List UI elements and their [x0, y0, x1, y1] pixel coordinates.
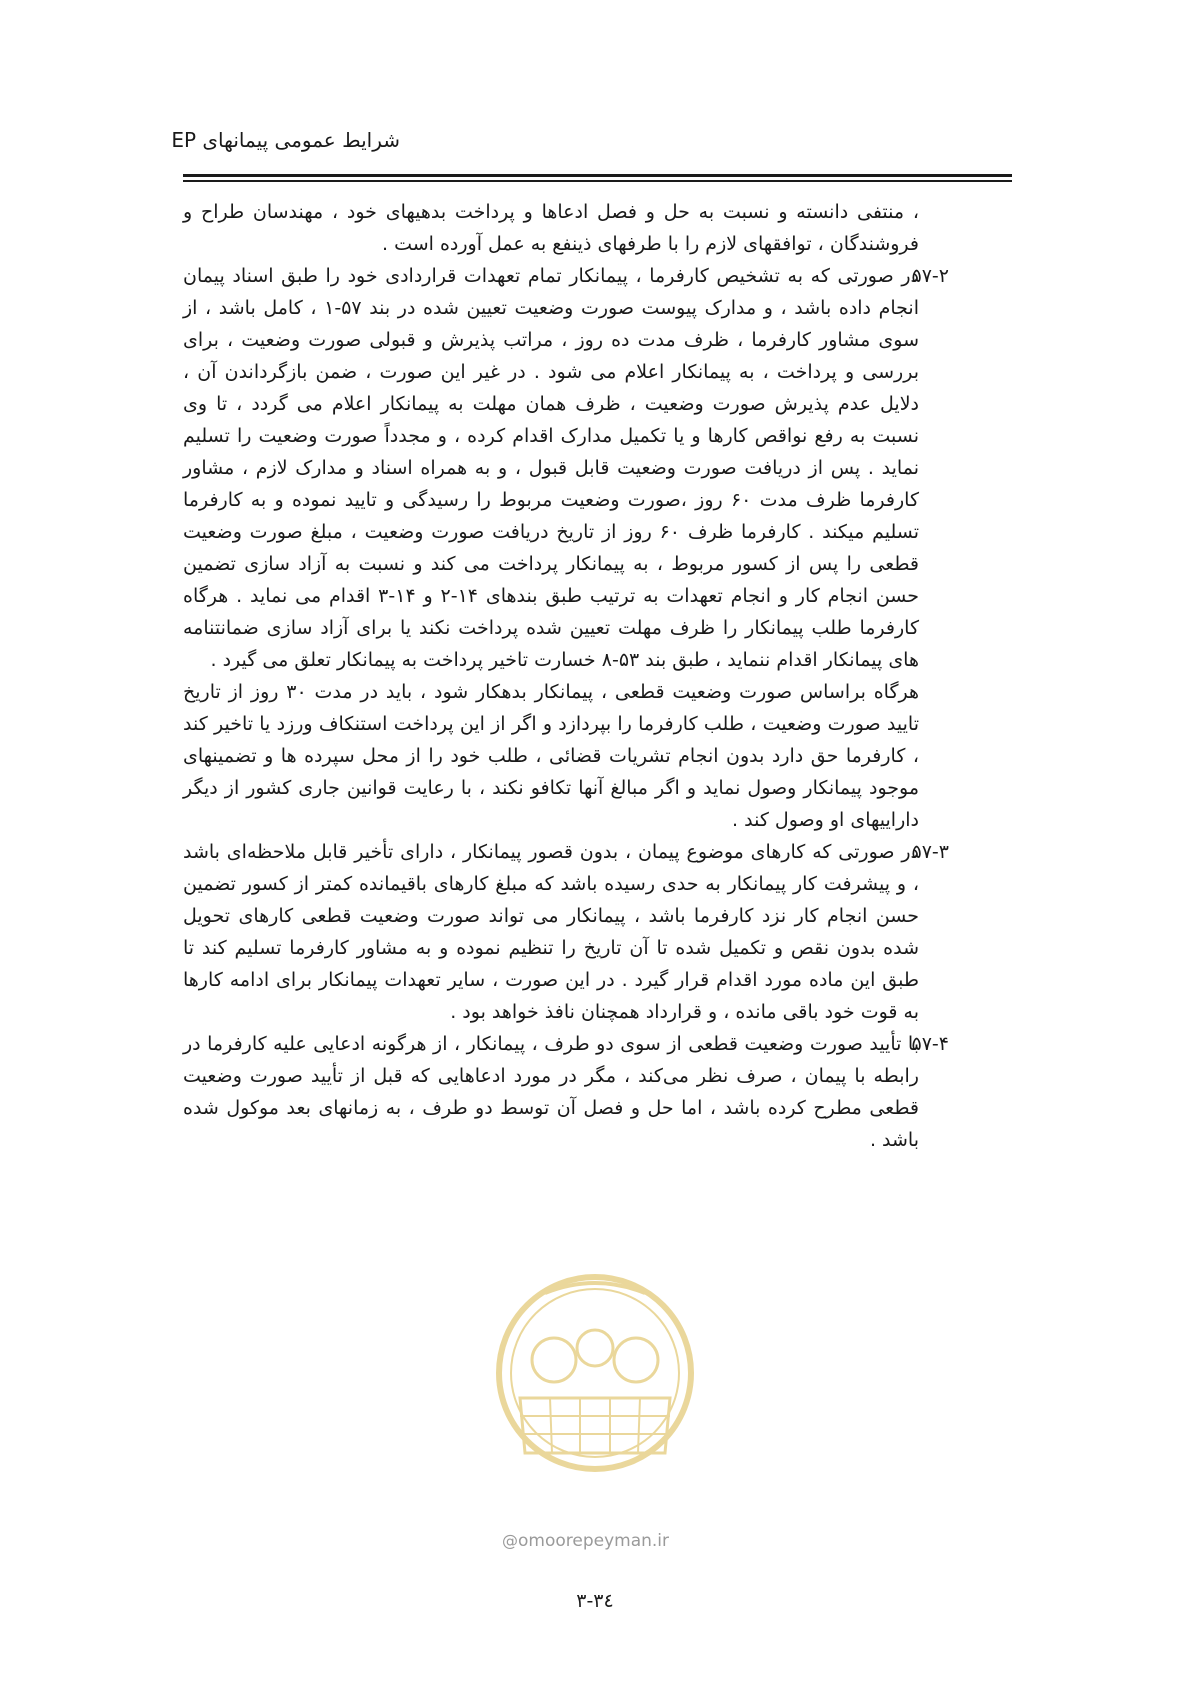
clause-57-2-paragraph-2: هرگاه براساس صورت وضعیت قطعی ، پیمانکار بدهکار شود ، باید در مدت ۳۰ روز از تاریخ تایید صورت وضعیت ، طلب کارفرما را بپردازد و اگر از این پرداخت استنکاف ورزد یا تاخیر کند ، کارفرما حق دارد بدون انجام تشریات قضائی ، طلب خود را از محل سپرده ها و تضمینهای موجود پیمانکار وصول نماید و اگر مبالغ آنها تکافو نکند ، با رعایت قوانین جاری کشور از دیگر داراییهای او وصول کند . — [183, 681, 920, 831]
clause-number: ۵۷-۴ — [911, 1033, 949, 1055]
document-body — [183, 196, 949, 1156]
at-sign-icon: @ — [502, 1531, 518, 1550]
header-rule-thin — [183, 180, 1012, 182]
header-rule-thick — [183, 174, 1012, 177]
page-number: ۳-۳٤ — [576, 1590, 614, 1612]
watermark-url — [502, 1531, 669, 1551]
continuation-paragraph: ، منتفی دانسته و نسبت به حل و فصل ادعاها و پرداخت بدهیهای خود ، مهندسان طراح و فروشندگان ، توافقهای لازم را با طرفهای ذینفع به عمل آورده است . — [183, 201, 919, 255]
clause-57-2 — [183, 260, 949, 676]
clause-57-4 — [183, 1028, 949, 1156]
watermark-logo-icon — [490, 1268, 700, 1488]
clause-57-3 — [183, 836, 949, 1028]
clause-text: با تأیید صورت وضعیت قطعی از سوی دو طرف ، پیمانکار ، از هرگونه ادعایی علیه کارفرما در رابطه با پیمان ، صرف نظر می‌کند ، مگر در مورد ادعاهایی که قبل از تأیید صورت وضعیت قطعی مطرح کرده باشد ، اما حل و فصل آن توسط دو طرف ، به زمانهای بعد موکول شده باشد . — [183, 1033, 919, 1151]
clause-text: در صورتی که به تشخیص کارفرما ، پیمانکار تمام تعهدات قراردادی خود را طبق اسناد پیمان انجام داده باشد ، و مدارک پیوست صورت وضعیت تعیین شده در بند ۵۷-۱ ، کامل باشد ، از سوی مشاور کارفرما ، ظرف مدت ده روز ، مراتب پذیرش و قبولی صورت وضعیت ، برای بررسی و پرداخت ، به پیمانکار اعلام می شود . در غیر این صورت ، ضمن بازگرداندن آن ، دلایل عدم پذیرش صورت وضعیت ، ظرف همان مهلت به پیمانکار اعلام می گردد ، تا وی نسبت به رفع نواقص کارها و یا تکمیل مدارک اقدام کرده ، و مجدداً صورت وضعیت را تسلیم نماید . پس از دریافت صورت وضعیت قابل قبول ، و به همراه اسناد و مدارک لازم ، مشاور کارفرما ظرف مدت ۶۰ روز ،صورت وضعیت مربوط را رسیدگی و تایید نموده و به کارفرما تسلیم میکند . کارفرما ظرف ۶۰ روز از تاریخ دریافت صورت وضعیت ، مبلغ صورت وضعیت قطعی را پس از کسور مربوط ، به پیمانکار پرداخت می کند و نسبت به آزاد سازی تضمین حسن انجام کار و انجام تعهدات به ترتیب طبق بندهای ۱۴-۲ و ۱۴-۳ اقدام می نماید . هرگاه کارفرما طلب پیمانکار را ظرف مهلت تعیین شده پرداخت نکند یا برای آزاد سازی ضمانتنامه های پیمانکار اقدام ننماید ، طبق بند ۵۳-۸ خسارت تاخیر پرداخت به پیمانکار تعلق می گیرد . — [183, 265, 920, 671]
watermark-url-text: omoorepeyman.ir — [518, 1531, 670, 1551]
clause-number: ۵۷-۳ — [911, 841, 949, 863]
clause-text: در صورتی که کارهای موضوع پیمان ، بدون قصور پیمانکار ، دارای تأخیر قابل ملاحظه‌ای باشد ، و پیشرفت کار پیمانکار به حدی رسیده باشد که مبلغ کارهای باقیمانده کمتر از کسور تضمین حسن انجام کار نزد کارفرما باشد ، پیمانکار می تواند صورت وضعیت قطعی کارهای تحویل شده بدون نقص و تکمیل شده تا آن تاریخ را تنظیم نموده و به مشاور کارفرما تسلیم کند تا طبق این ماده مورد اقدام قرار گیرد . در این صورت ، سایر تعهدات پیمانکار برای ادامه کارها به قوت خود باقی مانده ، و قرارداد همچنان نافذ خواهد بود . — [183, 841, 919, 1023]
clause-number: ۵۷-۲ — [911, 265, 949, 287]
running-header-title: شرایط عمومی پیمانهای EP — [171, 128, 400, 152]
